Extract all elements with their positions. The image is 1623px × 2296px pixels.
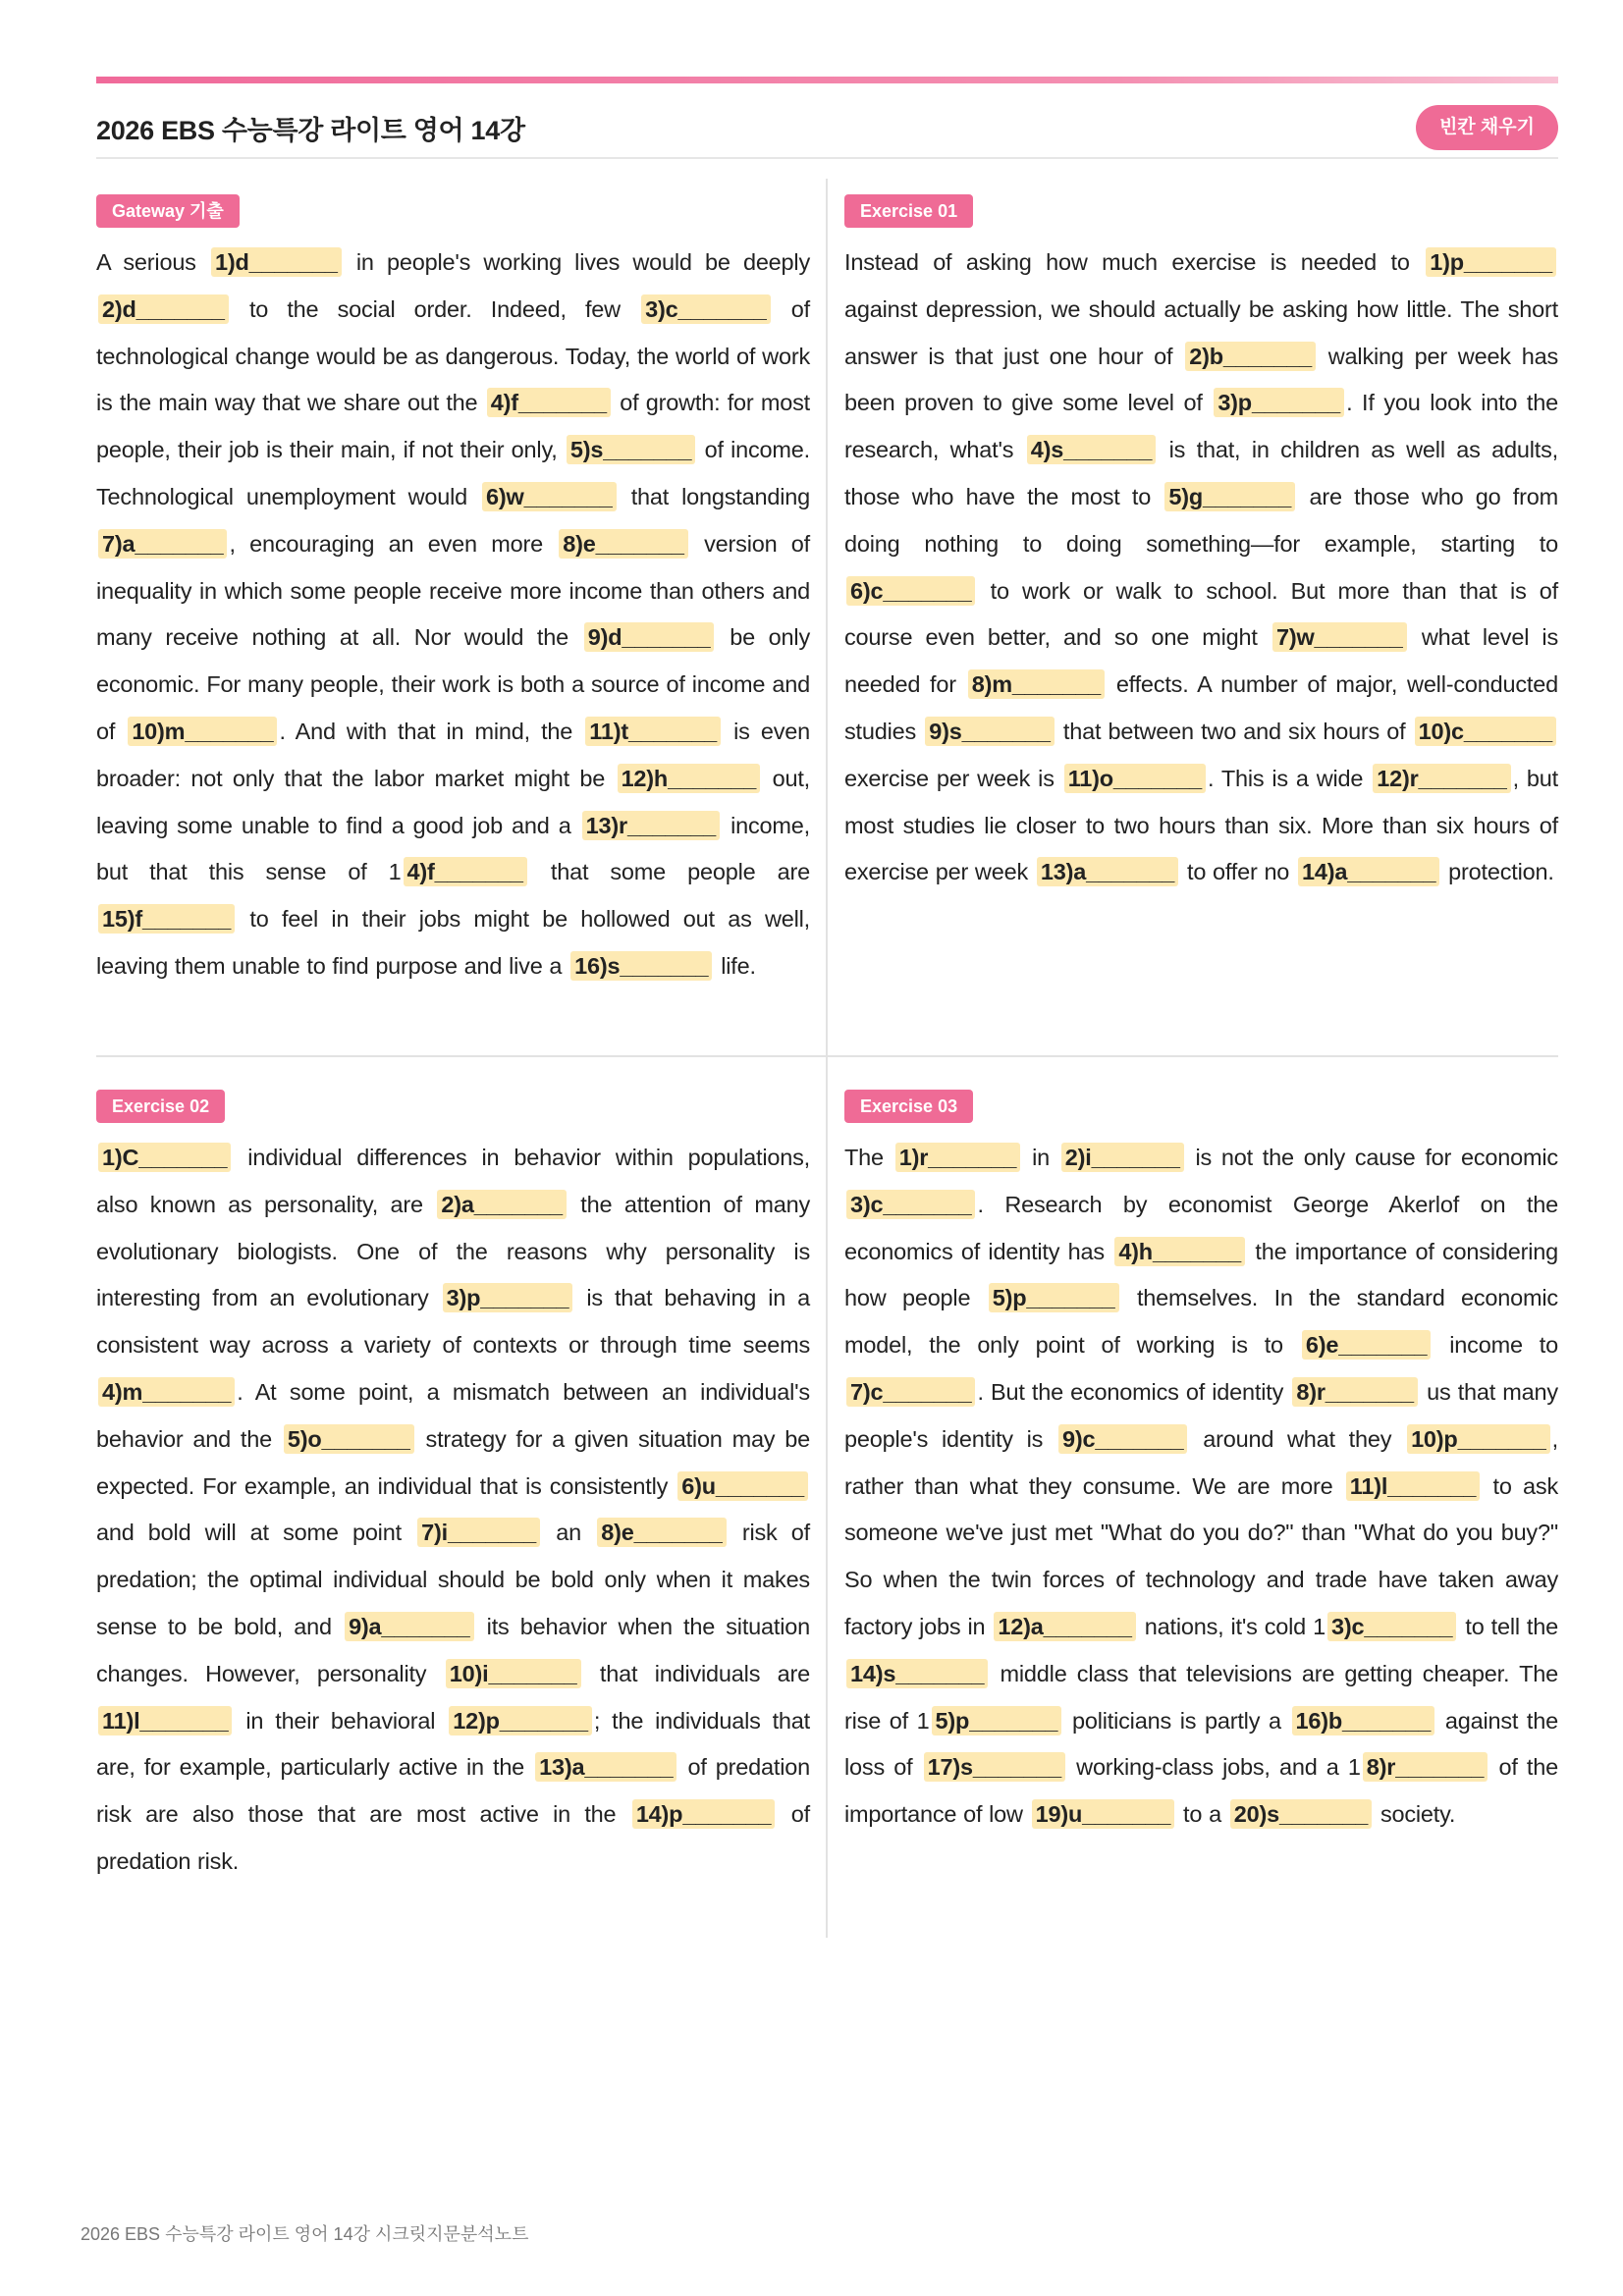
- passage-segment: politicians is partly a: [1063, 1707, 1290, 1734]
- passage-segment: in people's working lives would be deeply: [343, 249, 810, 275]
- passage-segment: and bold will at some point: [96, 1520, 416, 1546]
- passage-segment: of growth: for most people, their job is their main, if not their only,: [96, 390, 810, 463]
- passage-segment: to feel in their jobs might be hollowed out as well, leaving them unable to find purpose and live a: [96, 906, 810, 979]
- passage-segment: in: [1022, 1145, 1059, 1170]
- blank-field[interactable]: 5)g_______: [1164, 482, 1295, 511]
- top-accent-bar: [96, 77, 1558, 83]
- passage-segment: of predation risk are also those that are most active in the: [96, 1754, 810, 1828]
- passage-segment: . This is a wide: [1208, 765, 1372, 791]
- passage-segment: be only economic. For many people, their work is both a source of income and of: [96, 624, 810, 744]
- blank-field[interactable]: 1)d_______: [211, 247, 342, 277]
- blank-field[interactable]: 2)i_______: [1061, 1143, 1184, 1172]
- blank-field[interactable]: 7)i_______: [417, 1518, 540, 1547]
- passage-segment: income, but that this sense of 1: [96, 812, 810, 885]
- blank-field[interactable]: 6)u_______: [677, 1471, 808, 1501]
- blank-field[interactable]: 7)a_______: [98, 529, 227, 559]
- passage-text: [844, 240, 1558, 896]
- blank-field[interactable]: 12)h_______: [618, 764, 761, 793]
- passage-segment: the attention of many evolutionary biologists. One of the reasons why personality is interesting from an evolutionary: [96, 1191, 810, 1311]
- passage-text: [844, 1135, 1558, 1839]
- blank-field[interactable]: 4)m_______: [98, 1377, 235, 1407]
- passage-segment: of predation risk.: [96, 1801, 811, 1874]
- blank-field[interactable]: 5)p_______: [932, 1706, 1062, 1735]
- blank-field[interactable]: 10)c_______: [1415, 717, 1556, 746]
- blank-field[interactable]: 4)f_______: [487, 388, 611, 417]
- passage-text: [96, 240, 810, 990]
- passage-segment: the importance of considering how people: [844, 1238, 1558, 1311]
- blank-field[interactable]: 9)s_______: [925, 717, 1054, 746]
- passage-segment: Instead of asking how much exercise is needed to: [844, 249, 1425, 275]
- passage-segment: us that many people's identity is: [844, 1378, 1558, 1452]
- passage-segment: against depression, we should actually be asking how little. The short answer is that just one hour of: [844, 295, 1558, 369]
- column-divider: [826, 179, 828, 1938]
- blank-field[interactable]: 8)r_______: [1292, 1377, 1418, 1407]
- passage-segment: is not the only cause for economic: [1185, 1145, 1558, 1170]
- passage-segment: that between two and six hours of: [1055, 718, 1413, 744]
- passage-segment: around what they: [1189, 1425, 1406, 1452]
- blank-field[interactable]: 9)d_______: [584, 622, 715, 652]
- page-title: 2026 EBS 수능특강 라이트 영어 14강: [96, 115, 525, 145]
- blank-field[interactable]: 11)l_______: [1346, 1471, 1480, 1501]
- passage-segment: an: [542, 1520, 596, 1546]
- passage-text: [96, 1135, 810, 1886]
- blank-field[interactable]: 9)c_______: [1058, 1424, 1187, 1454]
- blank-field[interactable]: 8)e_______: [597, 1518, 726, 1547]
- passage-segment: of income. Technological unemployment would: [96, 437, 810, 509]
- blank-field[interactable]: 8)r_______: [1363, 1752, 1488, 1782]
- blank-field[interactable]: 14)p_______: [632, 1799, 776, 1829]
- blank-field[interactable]: 12)a_______: [994, 1612, 1135, 1641]
- passage-segment: , but most studies lie closer to two hours than six. More than six hours of exercise per week: [844, 765, 1558, 885]
- passage-segment: what level is needed for: [844, 624, 1558, 698]
- passage-segment: against the loss of: [844, 1707, 1558, 1781]
- passage-segment: is that behaving in a consistent way across a variety of contexts or through time seems: [96, 1285, 810, 1359]
- blank-field[interactable]: 7)c_______: [846, 1377, 975, 1407]
- blank-field[interactable]: 16)b_______: [1292, 1706, 1435, 1735]
- passage-segment: that longstanding: [618, 483, 810, 509]
- passage-segment: . And with that in mind, the: [279, 718, 584, 744]
- blank-field[interactable]: 4)s_______: [1027, 435, 1156, 464]
- blank-field[interactable]: 2)a_______: [437, 1190, 566, 1219]
- section-tag: Exercise 01: [844, 194, 973, 228]
- passage-segment: walking per week has been proven to give some level of: [844, 343, 1558, 416]
- blank-field[interactable]: 3)c_______: [641, 294, 770, 324]
- blank-field[interactable]: 9)a_______: [345, 1612, 473, 1641]
- blank-field[interactable]: 10)m_______: [128, 717, 277, 746]
- passage-segment: protection.: [1441, 859, 1554, 885]
- section-exercise-03: [844, 1090, 1558, 1839]
- passage-segment: to tell the: [1458, 1613, 1559, 1639]
- passage-segment: is even broader: not only that the labor market might be: [96, 718, 810, 791]
- passage-segment: society.: [1374, 1801, 1456, 1828]
- blank-field[interactable]: 6)w_______: [482, 482, 617, 511]
- blank-field[interactable]: 11)o_______: [1064, 764, 1206, 793]
- blank-field[interactable]: 3)c_______: [1327, 1612, 1456, 1641]
- blank-field[interactable]: 12)p_______: [449, 1706, 592, 1735]
- section-tag: Exercise 02: [96, 1090, 225, 1123]
- passage-segment: of the importance of low: [844, 1754, 1558, 1828]
- blank-field[interactable]: 12)r_______: [1373, 764, 1510, 793]
- blank-field[interactable]: 4)h_______: [1114, 1237, 1245, 1266]
- blank-field[interactable]: 1)p_______: [1426, 247, 1556, 277]
- page-footer: 2026 EBS 수능특강 라이트 영어 14강 시크릿지문분석노트: [81, 2224, 529, 2244]
- blank-field[interactable]: 5)o_______: [284, 1424, 414, 1454]
- passage-segment: to offer no: [1180, 859, 1297, 885]
- section-exercise-02: [96, 1090, 810, 1886]
- blank-field[interactable]: 10)i_______: [446, 1659, 581, 1688]
- passage-segment: ; the individuals that are, for example, particularly active in the: [96, 1707, 810, 1781]
- blank-field[interactable]: 14)s_______: [846, 1659, 988, 1688]
- passage-segment: are those who go from doing nothing to doing something—for example, starting to: [844, 483, 1558, 557]
- blank-field[interactable]: 6)c_______: [846, 576, 975, 606]
- blank-field[interactable]: 11)t_______: [585, 717, 721, 746]
- blank-field[interactable]: 2)d_______: [98, 294, 229, 324]
- passage-segment: middle class that televisions are getting cheaper. The rise of 1: [844, 1660, 1558, 1734]
- passage-segment: income to: [1433, 1332, 1558, 1359]
- passage-segment: is that, in children as well as adults, those who have the most to: [844, 437, 1558, 509]
- passage-segment: that individuals are: [582, 1660, 810, 1686]
- blank-field[interactable]: 7)w_______: [1272, 622, 1407, 652]
- blank-field[interactable]: 3)p_______: [443, 1283, 573, 1312]
- blank-field[interactable]: 1)C_______: [98, 1143, 231, 1172]
- passage-segment: to work or walk to school. But more than that is of course even better, and so one might: [844, 577, 1558, 651]
- blank-field[interactable]: 1)r_______: [895, 1143, 1021, 1172]
- passage-segment: working-class jobs, and a 1: [1066, 1754, 1361, 1781]
- passage-segment: effects. A number of major, well-conducted studies: [844, 671, 1558, 744]
- blank-field[interactable]: 15)f_______: [98, 904, 235, 934]
- passage-segment: that some people are: [528, 859, 810, 885]
- blank-field[interactable]: 13)a_______: [1037, 857, 1178, 886]
- passage-segment: . But the economics of identity: [977, 1378, 1291, 1405]
- section-exercise-01: [844, 194, 1558, 896]
- blank-field[interactable]: 5)p_______: [989, 1283, 1119, 1312]
- blank-field[interactable]: 20)s_______: [1230, 1799, 1372, 1829]
- blank-field[interactable]: 13)r_______: [582, 811, 720, 840]
- passage-segment: . Research by economist George Akerlof on the economics of identity has: [844, 1191, 1558, 1264]
- passage-segment: themselves. In the standard economic model, the only point of working is to: [844, 1285, 1558, 1359]
- blank-field[interactable]: 8)e_______: [559, 529, 687, 559]
- section-gateway: [96, 194, 810, 990]
- passage-segment: exercise per week is: [844, 765, 1062, 791]
- blank-field[interactable]: 6)e_______: [1302, 1330, 1431, 1360]
- passage-segment: risk of predation; the optimal individual should be bold only when it makes sense to be bold, and: [96, 1520, 811, 1639]
- passage-segment: . At some point, a mismatch between an individual's behavior and the: [96, 1378, 810, 1452]
- section-tag: Gateway 기출: [96, 194, 240, 228]
- blank-field[interactable]: 11)l_______: [98, 1706, 232, 1735]
- header-divider: [96, 157, 1558, 159]
- passage-segment: version of inequality in which some people receive more income than others and many receive nothing at all. Nor would the: [96, 530, 810, 651]
- section-tag: Exercise 03: [844, 1090, 973, 1123]
- blank-field[interactable]: 3)c_______: [846, 1190, 975, 1219]
- blank-field[interactable]: 4)f_______: [404, 857, 527, 886]
- passage-segment: out, leaving some unable to find a good job and a: [96, 765, 810, 838]
- blank-field[interactable]: 17)s_______: [924, 1752, 1065, 1782]
- blank-field[interactable]: 5)s_______: [567, 435, 695, 464]
- passage-segment: in their behavioral: [234, 1707, 448, 1734]
- blank-field[interactable]: 19)u_______: [1032, 1799, 1175, 1829]
- passage-segment: strategy for a given situation may be expected. For example, an individual that is consistently: [96, 1425, 810, 1499]
- passage-segment: The: [844, 1145, 893, 1170]
- blank-field[interactable]: 2)b_______: [1185, 342, 1316, 371]
- passage-segment: to a: [1176, 1801, 1228, 1828]
- mode-badge: 빈칸 채우기: [1416, 105, 1558, 150]
- blank-field[interactable]: 16)s_______: [570, 951, 712, 981]
- row-divider: [96, 1055, 1558, 1057]
- passage-segment: individual differences in behavior within populations, also known as personality, are: [96, 1145, 810, 1217]
- blank-field[interactable]: 14)a_______: [1298, 857, 1439, 886]
- passage-segment: of technological change would be as dangerous. Today, the world of work is the main way that we share out the: [96, 295, 810, 416]
- passage-segment: to ask someone we've just met "What do you do?" than "What do you buy?" So when the twin forces of technology and trade have taken away factory jobs in: [844, 1472, 1559, 1639]
- passage-segment: nations, it's cold 1: [1137, 1613, 1325, 1639]
- passage-segment: . If you look into the research, what's: [844, 390, 1559, 463]
- blank-field[interactable]: 3)p_______: [1214, 388, 1344, 417]
- passage-segment: its behavior when the situation changes. However, personality: [96, 1613, 810, 1686]
- passage-segment: , encouraging an even more: [229, 530, 558, 557]
- blank-field[interactable]: 8)m_______: [968, 669, 1105, 699]
- passage-segment: A serious: [96, 249, 209, 275]
- passage-segment: , rather than what they consume. We are more: [844, 1425, 1559, 1499]
- blank-field[interactable]: 10)p_______: [1407, 1424, 1550, 1454]
- page-header: [96, 98, 1558, 157]
- passage-segment: to the social order. Indeed, few: [230, 295, 640, 322]
- blank-field[interactable]: 13)a_______: [535, 1752, 676, 1782]
- passage-segment: life.: [714, 952, 756, 979]
